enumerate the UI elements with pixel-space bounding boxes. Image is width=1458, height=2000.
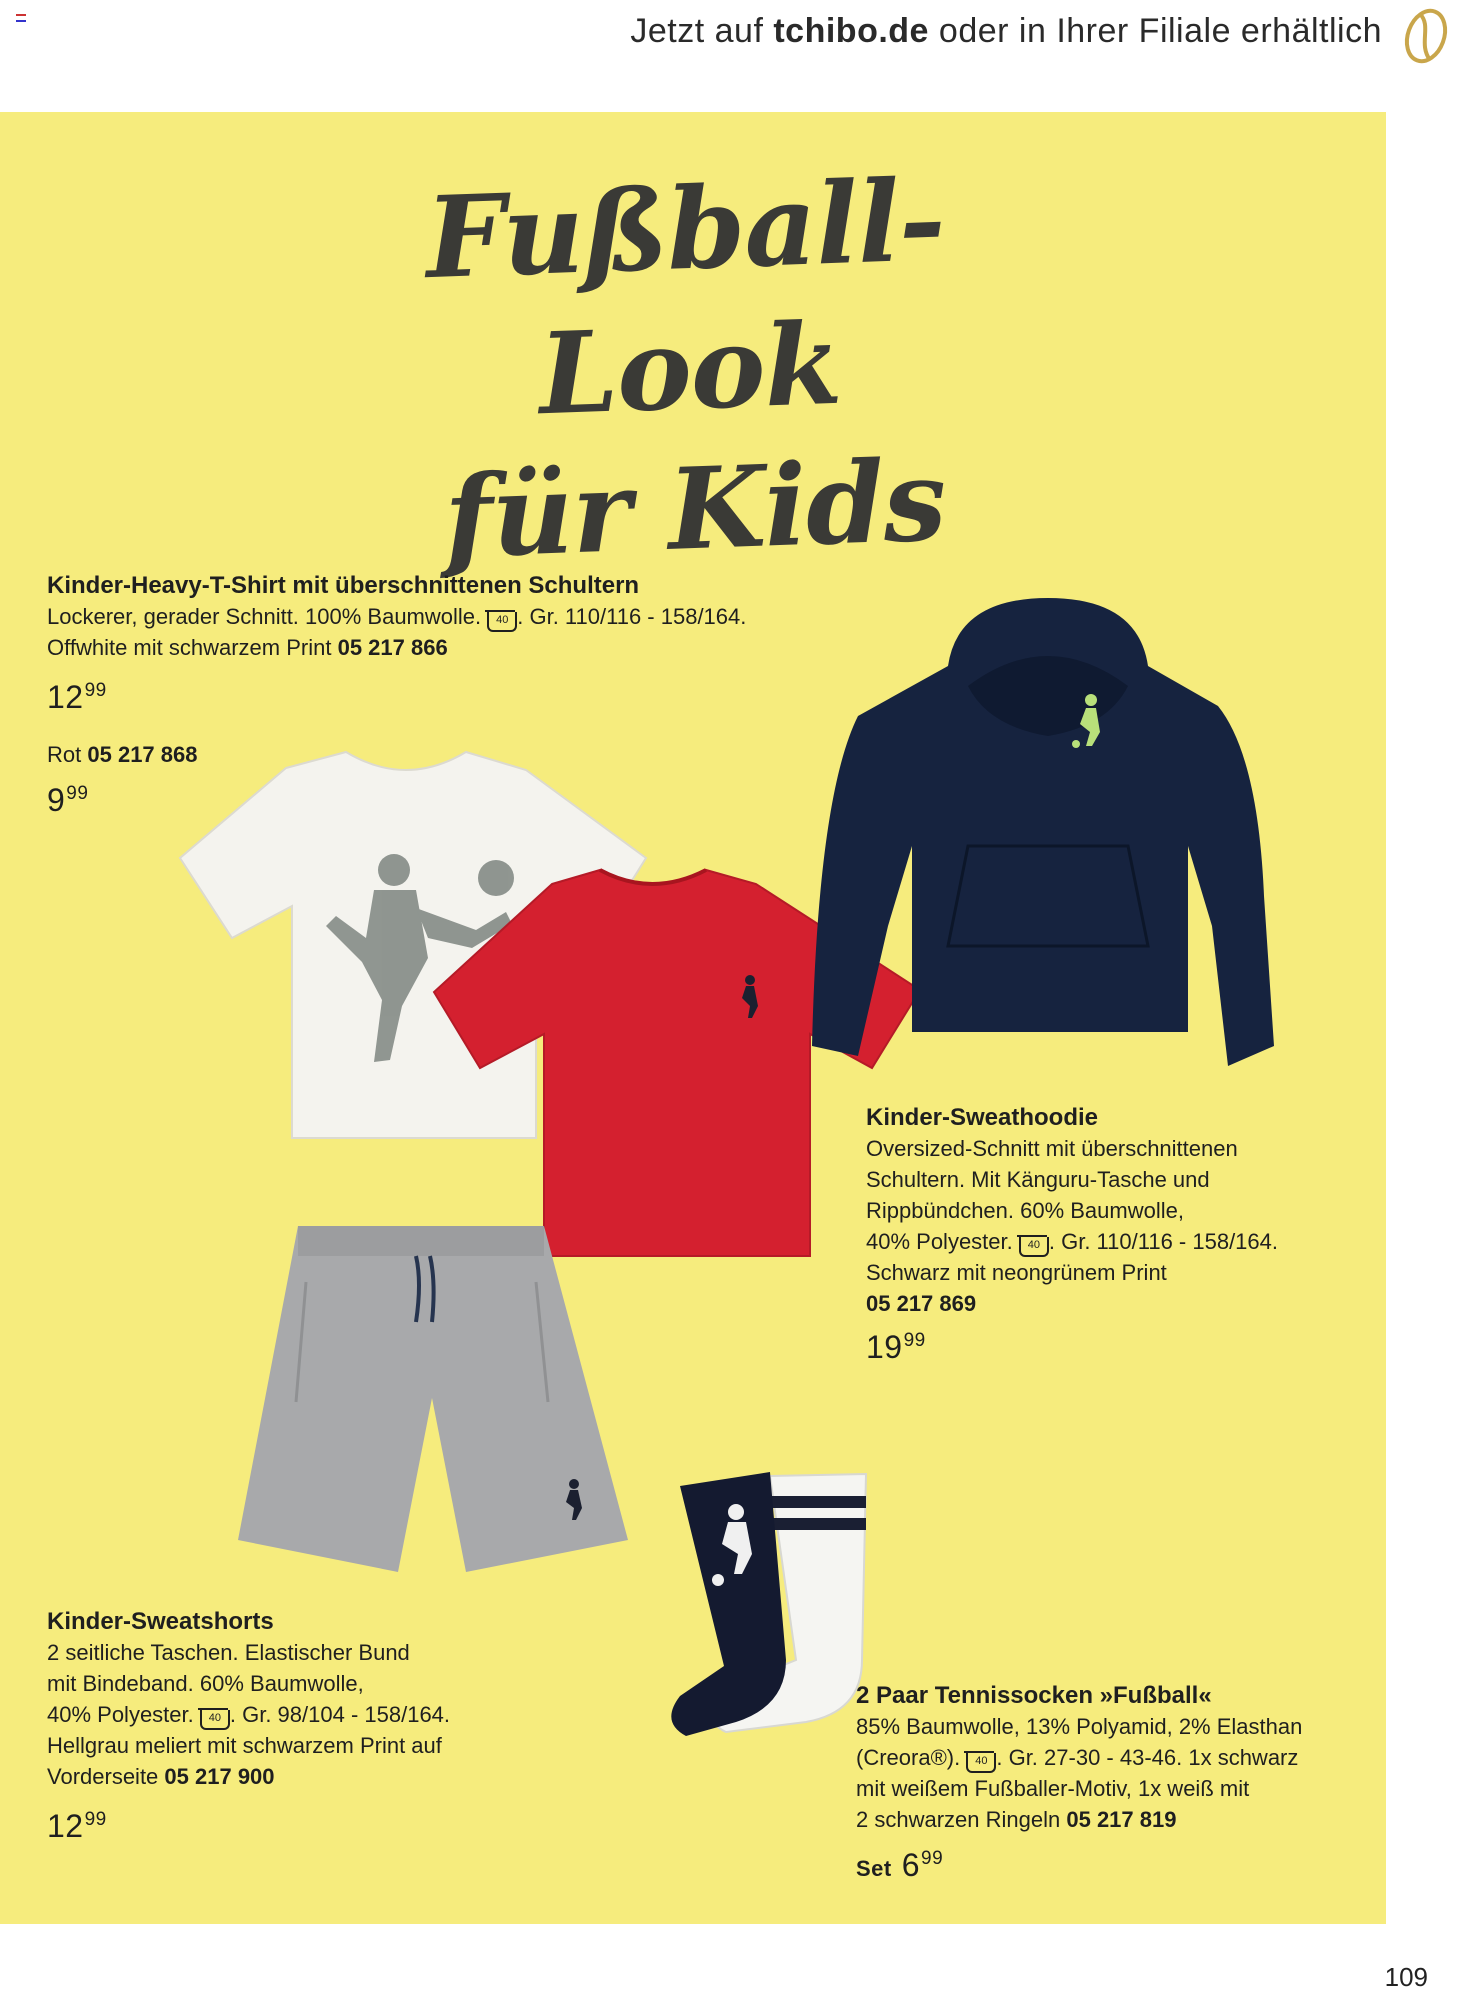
wash-40-icon: 40 <box>487 612 517 632</box>
navy-hoodie-image <box>808 596 1274 1076</box>
socks-desc-line: 2 schwarzen Ringeln 05 217 819 <box>856 1807 1177 1832</box>
header-availability-text: Jetzt auf tchibo.de oder in Ihrer Filiale erhältlich <box>630 12 1382 50</box>
title-line-2: für Kids <box>442 435 948 584</box>
hoodie-desc-line: Rippbündchen. 60% Baumwolle, <box>866 1198 1184 1223</box>
socks-name: 2 Paar Tennissocken »Fußball« <box>856 1682 1212 1709</box>
socks-info <box>856 1680 1302 1884</box>
page-title <box>323 148 1057 593</box>
shorts-desc-line: 40% Polyester. 40 . Gr. 98/104 - 158/164. <box>47 1699 450 1730</box>
flag-icon <box>16 14 26 22</box>
tchibo-bean-logo-icon <box>1392 0 1456 70</box>
shorts-desc-line: mit Bindeband. 60% Baumwolle, <box>47 1671 364 1696</box>
socks-desc-line: mit weißem Fußballer-Motiv, 1x weiß mit <box>856 1776 1250 1801</box>
hoodie-desc-line: Schultern. Mit Känguru-Tasche und <box>866 1167 1210 1192</box>
page-number: 109 <box>1384 1962 1428 1992</box>
title-line-1: Fußball-Look <box>423 155 947 441</box>
tshirt-price-2: $9^{99}$ <box>47 782 89 818</box>
hoodie-price: $19^{99}$ <box>866 1329 926 1365</box>
hoodie-desc-line: Schwarz mit neongrünem Print <box>866 1260 1167 1285</box>
hoodie-desc-line: 40% Polyester. 40 . Gr. 110/116 - 158/164. <box>866 1226 1278 1257</box>
tshirt-desc: Lockerer, gerader Schnitt. 100% Baumwolle. 40 . Gr. 110/116 - 158/164. <box>47 601 746 632</box>
shorts-name: Kinder-Sweatshorts <box>47 1608 274 1635</box>
shorts-desc-line: Hellgrau meliert mit schwarzem Print auf <box>47 1733 442 1758</box>
tshirt-price-1: $12^{99}$ <box>47 679 107 715</box>
hoodie-info <box>866 1102 1278 1363</box>
grey-shorts-image <box>236 1222 628 1574</box>
socks-price: Set $6^{99}$ <box>856 1847 944 1883</box>
header-brand-link[interactable]: tchibo.de <box>773 12 929 50</box>
tshirt-variant-1: Offwhite mit schwarzem Print 05 217 866 <box>47 635 448 660</box>
shorts-info <box>47 1606 450 1842</box>
wash-40-icon: 40 <box>1019 1237 1049 1257</box>
hoodie-desc-line: Oversized-Schnitt mit überschnittenen <box>866 1136 1238 1161</box>
wash-40-icon: 40 <box>200 1710 230 1730</box>
hoodie-article-number: 05 217 869 <box>866 1291 977 1316</box>
shorts-desc-line: 2 seitliche Taschen. Elastischer Bund <box>47 1640 410 1665</box>
hoodie-name: Kinder-Sweathoodie <box>866 1104 1099 1131</box>
socks-desc-line: (Creora®). 40 . Gr. 27-30 - 43-46. 1x schwarz <box>856 1742 1302 1773</box>
socks-desc-line: 85% Baumwolle, 13% Polyamid, 2% Elasthan <box>856 1714 1303 1739</box>
shorts-price: $12^{99}$ <box>47 1808 107 1844</box>
wash-40-icon: 40 <box>966 1753 996 1773</box>
tshirt-name: Kinder-Heavy-T-Shirt mit überschnittenen Schultern <box>47 572 640 599</box>
shorts-desc-line: Vorderseite 05 217 900 <box>47 1764 275 1789</box>
tshirt-variant-2: Rot 05 217 868 <box>47 742 198 767</box>
